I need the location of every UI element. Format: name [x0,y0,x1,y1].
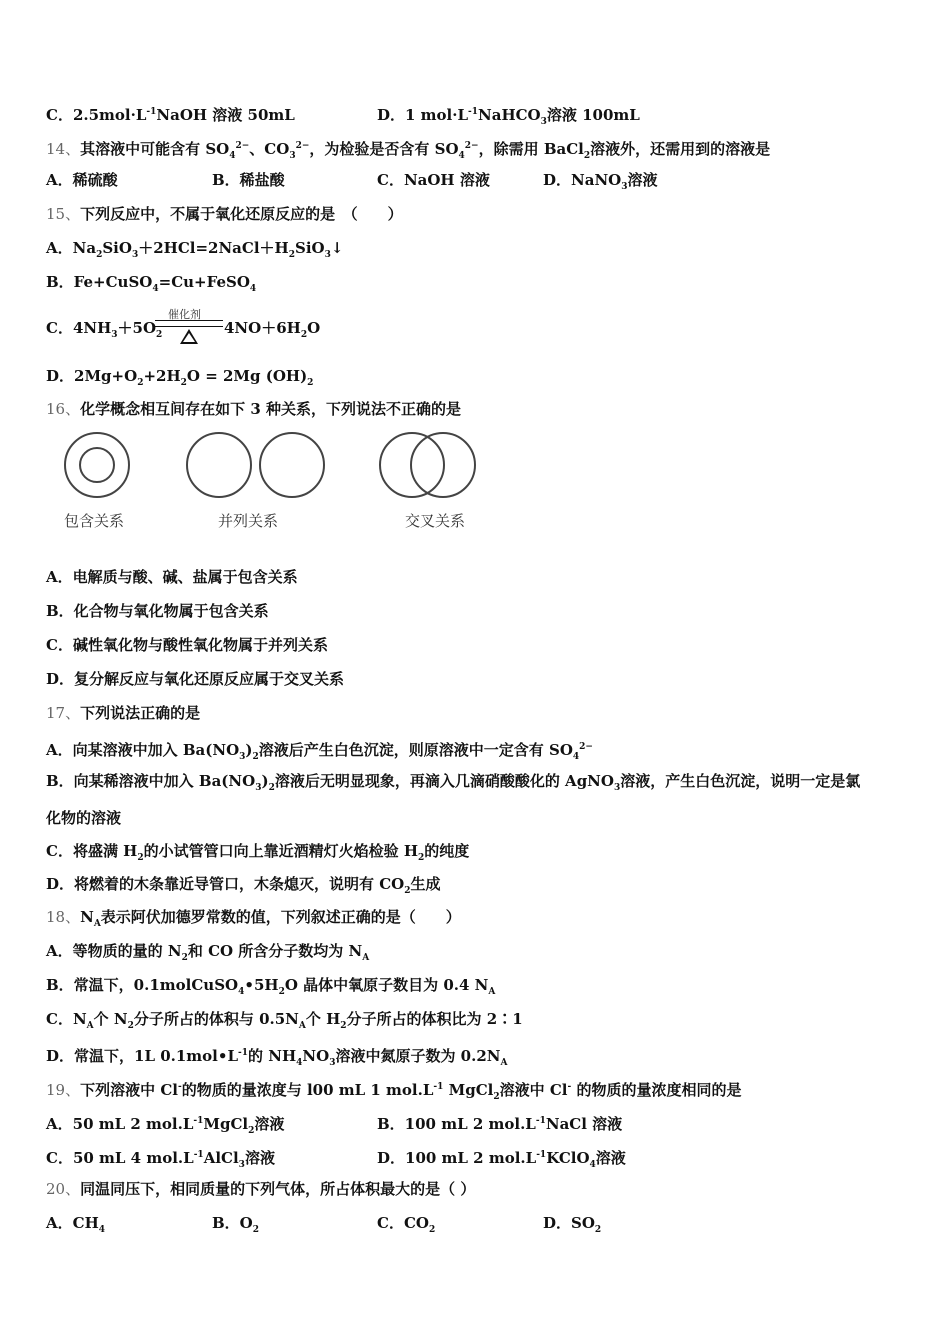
option-text [46,272,256,299]
text-segment: 4 [249,284,257,294]
option-text [46,1043,507,1073]
text-segment: 化物的溶液 [46,809,122,827]
text-segment: 3 [255,783,262,793]
parallel-circle-right [260,433,324,497]
text-segment: 2 [96,250,103,260]
text-segment: 分子所占的体积与 0.5N [133,1010,299,1028]
text-segment: C．CO [377,1214,429,1232]
text-segment: 、CO [249,140,290,158]
text-segment: 个 H [305,1010,341,1028]
text-segment: 2− [235,141,250,151]
text-segment: NaOH 溶液 50mL [156,106,295,124]
option-text [46,102,295,125]
question-number: 16、 [46,400,81,418]
text-segment: 2 [340,1021,347,1031]
text-segment: 2 [156,330,163,340]
text-segment: 下列溶液中 Cl [80,1081,178,1099]
text-segment: A．向某溶液中加入 Ba(NO [46,741,240,759]
option-text [46,771,860,798]
option-text [46,1213,105,1240]
text-segment: 2 [307,378,314,388]
text-segment: - [567,1082,572,1092]
text-segment: D．复分解反应与氧化还原反应属于交叉关系 [46,670,345,688]
option-text [377,1213,435,1240]
text-segment: 4 [296,1058,303,1068]
text-segment: 溶液 [595,1149,626,1167]
text-segment: -1 [238,1048,249,1058]
text-segment: D．常温下，1L 0.1mol•L [46,1047,239,1065]
text-segment: 溶液 [627,171,658,189]
text-segment: C．将盛满 H [46,842,138,860]
question-number: 20、 [46,1180,81,1198]
text-segment: -1 [146,107,157,117]
text-segment: •5H [244,976,279,994]
text-segment: 4 [229,151,236,161]
question-number: 15、 [46,205,81,223]
text-segment: 2 [418,853,425,863]
option-text [46,874,441,901]
option-text [46,1111,284,1141]
option-text [46,737,593,767]
text-segment: 3 [239,752,246,762]
text-segment: ，除需用 BaCl [478,140,584,158]
heat-triangle-icon [180,329,198,344]
text-segment: D．2Mg+O [46,367,138,385]
contain-inner-circle [80,448,114,482]
option-text [46,238,343,265]
option-text [46,318,162,345]
text-segment: 2 [248,1126,255,1136]
reaction-equals-sign [155,320,223,327]
option-text [46,669,344,689]
text-segment: D．NaNO [543,171,622,189]
text-segment: 2 [428,1225,436,1235]
text-segment: C．NaOH 溶液 [377,171,490,189]
text-segment: 溶液 [254,1115,285,1133]
text-segment: D．将燃着的木条靠近导管口，木条熄灭，说明有 CO [46,875,405,893]
text-segment: NaCl 溶液 [545,1115,623,1133]
option-text [212,170,285,190]
text-segment: D．SO [543,1214,595,1232]
text-segment: 的小试管管口向上靠近酒精灯火焰检验 H [143,842,419,860]
question-text [46,1179,475,1199]
text-segment: 溶液中氮原子数为 0.2N [335,1047,501,1065]
text-segment: ＋5O [117,319,157,337]
text-segment: 3 [540,117,547,127]
text-segment: 下列说法正确的是 [80,704,201,722]
text-segment: 3 [613,783,621,793]
option-text [377,1111,622,1134]
text-segment: 2 [137,853,144,863]
text-segment: O 晶体中氧原子数目为 0.4 N [284,976,489,994]
text-segment: ＋2HCl=2NaCl＋H [138,239,289,257]
text-segment: NaHCO [478,106,541,124]
text-segment: MgCl [203,1115,249,1133]
text-segment: B．稀盐酸 [212,171,285,189]
text-segment: -1 [193,1116,204,1126]
text-segment: A．电解质与酸、碱、盐属于包含关系 [46,568,298,586]
text-segment: SiO [102,239,132,257]
text-segment: ↓ [330,239,344,257]
option-text [46,1145,275,1175]
text-segment: 4 [238,987,245,997]
text-segment: 溶液 100mL [546,106,640,124]
diagram-label-cross: 交叉关系 [405,512,466,530]
text-segment: 2 [127,1021,134,1031]
text-segment: 的物质的量浓度相同的是 [571,1081,742,1099]
option-text [46,567,298,587]
relationship-diagram [0,420,500,510]
text-segment: 同温同压下，相同质量的下列气体，所占体积最大的是（ ） [80,1180,476,1198]
text-segment: 的纯度 [424,842,470,860]
option-text [46,808,121,828]
text-segment: C．4NH [46,319,112,337]
question-text [46,1077,741,1107]
question-text [46,136,770,166]
text-segment: -1 [468,107,479,117]
text-segment: -1 [433,1082,444,1092]
text-segment: D．1 mol·L [377,106,469,124]
text-segment: A．50 mL 2 mol.L [46,1115,194,1133]
text-segment: 生成 [410,875,441,893]
text-segment: 3 [131,250,139,260]
option-text [377,1145,626,1175]
text-segment: 3 [329,1058,336,1068]
text-segment: 化学概念相互间存在如下 3 种关系，下列说法不正确的是 [80,400,461,418]
text-segment: 溶液，产生白色沉淀，说明一定是氯 [620,772,861,790]
question-number: 18、 [46,908,81,926]
text-segment: B．化合物与氧化物属于包含关系 [46,602,269,620]
text-segment: 4 [572,752,580,762]
text-segment: C．N [46,1010,87,1028]
catalyst-label: 催化剂 [168,308,201,321]
text-segment: 2 [493,1092,500,1102]
text-segment: O = 2Mg (OH) [186,367,308,385]
text-segment: C．2.5mol·L [46,106,147,124]
text-segment: 个 N [93,1010,128,1028]
text-segment: B．100 mL 2 mol.L [377,1115,536,1133]
text-segment: O [307,319,321,337]
diagram-label-contain: 包含关系 [64,512,125,530]
text-segment: B．向某稀溶液中加入 Ba(NO [46,772,256,790]
text-segment: A．CH [46,1214,99,1232]
text-segment: 2− [464,141,479,151]
text-segment: 2 [278,987,285,997]
text-segment: 2 [180,378,187,388]
text-segment: 2 [583,151,591,161]
text-segment: +2H [143,367,181,385]
text-segment: 的物质的量浓度与 l00 mL 1 mol.L [181,1081,434,1099]
option-text [212,1213,259,1240]
text-segment: 溶液中 Cl [499,1081,568,1099]
option-text [46,601,269,621]
text-segment: ) [245,741,253,759]
text-segment: B．常温下，0.1molCuSO [46,976,239,994]
option-text [224,318,320,345]
text-segment: ) [261,772,269,790]
text-segment: 4 [152,284,159,294]
option-text [46,841,469,868]
text-segment: D．100 mL 2 mol.L [377,1149,537,1167]
text-segment: 其溶液中可能含有 SO [80,140,230,158]
text-segment: -1 [536,1150,547,1160]
text-segment: -1 [193,1150,204,1160]
text-segment: N [80,908,94,926]
text-segment: A．稀硫酸 [46,171,118,189]
contain-outer-circle [65,433,129,497]
text-segment: 4NO＋6H [224,319,301,337]
text-segment: SiO [294,239,325,257]
text-segment: 溶液后无明显现象，再滴入几滴硝酸酸化的 AgNO [274,772,614,790]
option-text [543,1213,601,1240]
question-text [46,399,461,419]
text-segment: 2 [300,330,308,340]
text-segment: 3 [621,182,628,192]
text-segment: A [488,987,496,997]
question-text [46,204,403,224]
text-segment: A [93,919,101,929]
text-segment: 2− [295,141,310,151]
text-segment: 2− [579,742,593,752]
text-segment: C．50 mL 4 mol.L [46,1149,194,1167]
text-segment: 下列反应中，不属于氧化还原反应的是 （ ） [80,205,403,223]
text-segment: 分子所占的体积比为 2∶1 [346,1010,523,1028]
text-segment: 3 [289,151,296,161]
text-segment: =Cu+FeSO [158,273,250,291]
text-segment: B．Fe+CuSO [46,273,153,291]
question-number: 17、 [46,704,81,722]
text-segment: A．Na [46,239,97,257]
text-segment: 溶液后产生白色沉淀，则原溶液中一定含有 SO [258,741,573,759]
text-segment: NO [302,1047,330,1065]
option-text [377,102,640,132]
text-segment: 4 [589,1160,596,1170]
text-segment: MgCl [443,1081,494,1099]
text-segment: 2 [404,886,411,896]
text-segment: A [500,1058,508,1068]
question-text [46,703,200,723]
option-text [543,170,658,197]
text-segment: 溶液外，还需用到的溶液是 [590,140,771,158]
diagram-label-parallel: 并列关系 [218,512,279,530]
text-segment: 2 [137,378,144,388]
option-text [46,1009,523,1036]
option-text [46,170,118,190]
text-segment: A．等物质的量的 N [46,942,182,960]
text-segment: C．碱性氧化物与酸性氧化物属于并列关系 [46,636,328,654]
option-text [377,170,490,190]
parallel-circle-left [187,433,251,497]
question-text [46,907,461,934]
text-segment: 表示阿伏加德罗常数的值，下列叙述正确的是（ ） [100,908,461,926]
text-segment: 3 [324,250,331,260]
text-segment: A [362,953,370,963]
option-text [46,366,313,393]
text-segment: 的 NH [248,1047,297,1065]
text-segment: 4 [458,151,465,161]
text-segment: KClO [546,1149,590,1167]
text-segment: 3 [238,1160,245,1170]
question-number: 19、 [46,1081,81,1099]
text-segment: 2 [252,752,259,762]
text-segment: 溶液 [244,1149,275,1167]
text-segment: 2 [252,1225,260,1235]
text-segment: B．O [212,1214,253,1232]
text-segment: 2 [594,1225,602,1235]
text-segment: ，为检验是否含有 SO [309,140,459,158]
option-text [46,635,328,655]
text-segment: A [86,1021,94,1031]
text-segment: 2 [288,250,295,260]
text-segment: - [177,1082,182,1092]
text-segment: 和 CO 所含分子数均为 N [187,942,363,960]
text-segment: 2 [181,953,188,963]
text-segment: 2 [268,783,275,793]
option-text [46,941,369,968]
text-segment: AlCl [203,1149,239,1167]
option-text [46,975,495,1002]
text-segment: -1 [535,1116,546,1126]
text-segment: 4 [98,1225,106,1235]
question-number: 14、 [46,140,81,158]
text-segment: 3 [111,330,118,340]
text-segment: A [298,1021,306,1031]
